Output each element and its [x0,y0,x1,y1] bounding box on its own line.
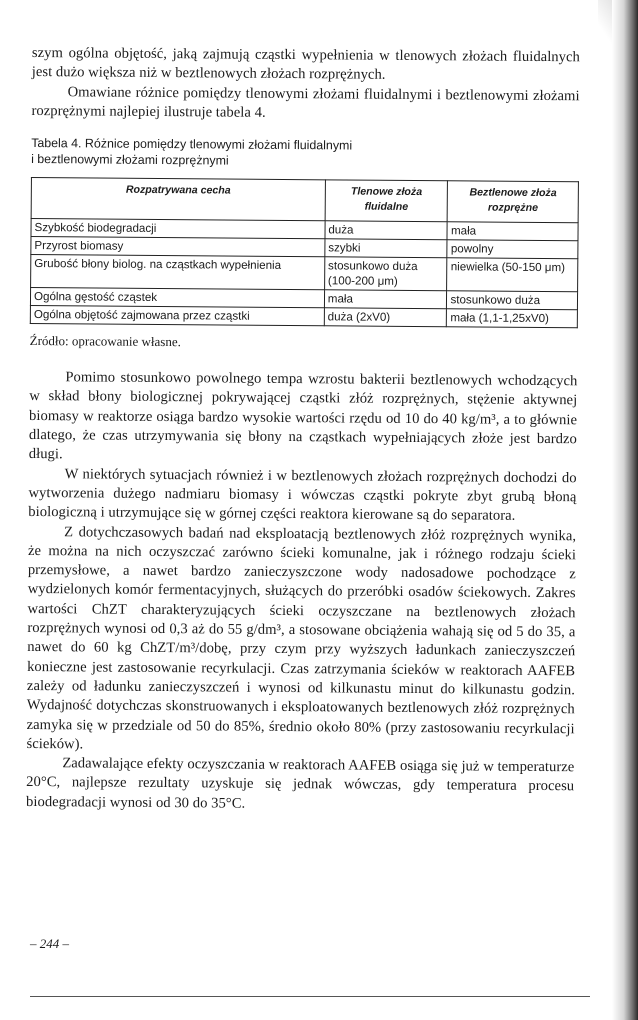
table-row [30,306,577,328]
table-cell: powolny [447,240,578,259]
table-cell: duża (2xV0) [324,308,447,327]
header-feature: Rozpatrywana cecha [31,178,325,221]
table-cell: mała [324,290,447,309]
paragraph-temperature: Zadawalające efekty oczyszczania w reaktorach AAFEB osiąga się już w temperaturze 20°C, najlepsze rezultaty uzyskuje się jednak wówczas, gdy temperatura procesu biodegradacji wynosi od 30 do 35°C. [25,755,575,812]
table-cell: mała [447,222,578,241]
bottom-rule [30,996,590,997]
table-cell: Ogólna gęstość cząstek [30,288,324,308]
table-cell: szybki [325,239,448,258]
table-cell: Ogólna objętość zajmowana przez cząstki [30,306,324,326]
comparison-table [30,177,579,328]
paragraph-table-intro: Omawiane różnice pomiędzy tlenowymi złożami fluidalnymi i beztlenowymi złożami rozprężnymi najlepiej ilustruje tabela 4. [31,83,580,121]
page-content [26,44,580,816]
paragraph-research: Z dotychczasowych badań nad eksploatacją beztlenowych złóż rozprężnych wynika, że można na nich oczyszczać zarówno ścieki komunalne, jak i różnego rodzaju ścieki przemysłowe, a nawet bardzo zanieczyszczone wody nadosadowe pochodzące z wydzielonych komór fermentacyjnych, służących do przeróbki osadów ściekowych. Zakres wartości ChZT charakteryzujących ścieki oczyszczane na beztlenowych złożach rozprężnych wynosi od 0,3 aż do 55 g/dm³, a stosowane obciążenia wahają się od 5 do 35, a nawet do 60 kg ChZT/m³/dobę, przy czym przy wyższych ładunkach zanieczyszczeń konieczne jest zastosowanie recyrkulacji. Czas zatrzymania ścieków w reaktorach AAFEB zależy od ładunku zanieczyszczeń i wynosi od kilkunastu minut do kilkunastu godzin. Wydajność dotychczas skonstruowanych i eksploatowanych beztlenowych złóż rozprężnych zamyka się w przedziale od 50 do 85%, średnio około 80% (przy zastosowaniu recyrkulacji ścieków). [26,523,577,753]
paragraph-excess-biomass: W niektórych sytuacjach również i w beztlenowych złożach rozprężnych dochodzi do wytworzenia dużego nadmiaru biomasy i wówczas cząstki pokryte zbyt grubą błoną biologiczną i utrzymujące się w górnej części reaktora kierowane są do separatora. [28,465,577,525]
table-caption-line: Tabela 4. Różnice pomiędzy tlenowymi złożami fluidalnymi [31,136,353,153]
table-cell: mała (1,1-1,25xV0) [447,309,578,328]
page-edge-shadow [612,0,638,1020]
table-cell: niewielka (50-150 μm) [447,258,578,292]
table-cell: Grubość błony biolog. na cząstkach wypełnienia [31,255,325,290]
table-caption-line: i beztlenowymi złożami rozprężnymi [31,152,229,168]
body-text [26,368,577,816]
table-cell: stosunkowo duża [447,291,578,310]
header-anaerobic-expanded: Beztlenowe złoża rozprężne [448,181,579,223]
table-caption [31,135,579,171]
table-cell: duża [325,221,448,240]
paragraph-biomass: Pomimo stosunkowo powolnego tempa wzrostu bakterii beztlenowych wchodzących w skład błony biologicznej pokrywającej cząstki złóż rozprężnych, stężenie aktywnej biomasy w reaktorze osiąga bardzo wysokie wartości rzędu od 10 do 40 kg/m³, a to głównie dlatego, że czas utrzymywania się błony na cząstkach wypełniających złoże jest bardzo długi. [28,369,578,463]
table-source-note: Źródło: opracowanie własne. [29,333,181,350]
table-header-row [31,178,578,223]
table-cell: Przyrost biomasy [31,237,325,257]
header-aerobic-fluidized: Tlenowe złoża fluidalne [325,180,448,222]
table-cell: stosunkowo duża (100-200 μm) [324,257,447,291]
page-number: – 244 – [30,936,69,951]
paragraph-continuation: szym ogólna objętość, jaką zajmują cząstki wypełnienia w tlenowych złożach fluidalnych jest dużo większa niż w beztlenowych złożach rozprężnych. [31,44,580,84]
table-cell: Szybkość biodegradacji [31,219,325,239]
table-row [31,255,578,292]
